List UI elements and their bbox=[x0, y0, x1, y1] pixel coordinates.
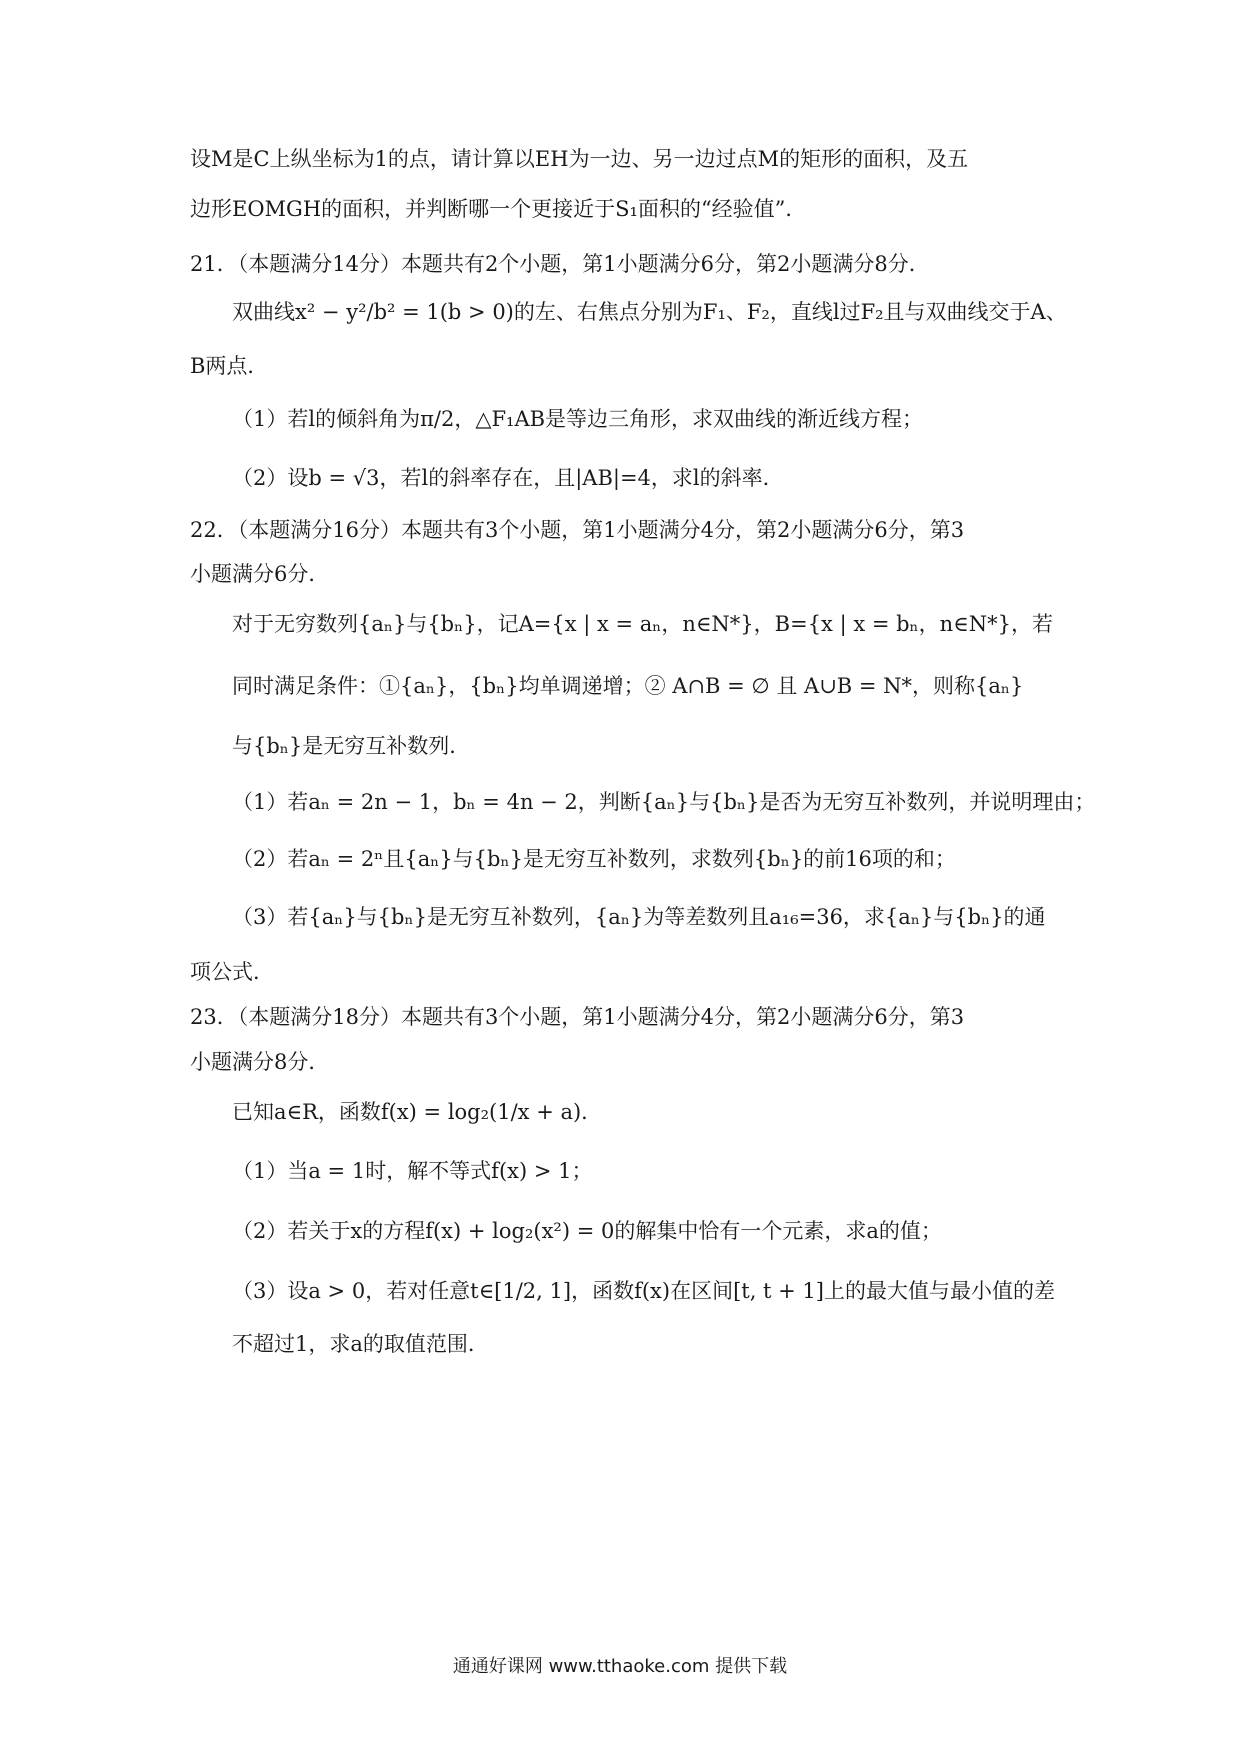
sub-question: （1）若aₙ = 2n − 1，bₙ = 4n − 2，判断{aₙ}与{bₙ}是否为无穷互补数列，并说明理由； bbox=[232, 790, 1096, 814]
text-line: 设M是C上纵坐标为1的点，请计算以EH为一边、另一边过点M的矩形的面积，及五 bbox=[190, 147, 969, 171]
text-line: 已知a∈R，函数f(x) = log₂(1/x + a)． bbox=[232, 1100, 603, 1124]
text-line: 项公式． bbox=[190, 960, 274, 984]
question-22-header: 22．（本题满分16分）本题共有3个小题，第1小题满分4分，第2小题满分6分，第3 bbox=[190, 518, 965, 542]
sub-question: （2）设b = √3，若l的斜率存在，且|AB|=4，求l的斜率． bbox=[232, 466, 784, 490]
text-line: 与{bₙ}是无穷互补数列． bbox=[232, 734, 471, 758]
sub-question: （3）设a > 0，若对任意t∈[1/2, 1]，函数f(x)在区间[t, t + 1]上的最大值与最小值的差 bbox=[232, 1279, 1055, 1303]
text-line: B两点． bbox=[190, 354, 269, 378]
text-line: 双曲线x² − y²/b² = 1(b > 0)的左、右焦点分别为F₁、F₂，直线l过F₂且与双曲线交于A、 bbox=[232, 300, 1067, 324]
sub-question: （1）当a = 1时，解不等式f(x) > 1； bbox=[232, 1159, 593, 1183]
sub-question: （2）若aₙ = 2ⁿ且{aₙ}与{bₙ}是无穷互补数列，求数列{bₙ}的前16项的和； bbox=[232, 847, 956, 871]
sub-question: （1）若l的倾斜角为π/2，△F₁AB是等边三角形，求双曲线的渐近线方程； bbox=[232, 407, 924, 431]
question-21-header: 21．（本题满分14分）本题共有2个小题，第1小题满分6分，第2小题满分8分． bbox=[190, 252, 930, 276]
sub-question: （2）若关于x的方程f(x) + log₂(x²) = 0的解集中恰有一个元素，求a的值； bbox=[232, 1219, 942, 1243]
text-line: 小题满分6分． bbox=[190, 562, 330, 586]
sub-question: （3）若{aₙ}与{bₙ}是无穷互补数列，{aₙ}为等差数列且a₁₆=36，求{aₙ}与{bₙ}的通 bbox=[232, 905, 1046, 929]
text-line: 对于无穷数列{aₙ}与{bₙ}，记A={x | x = aₙ，n∈N*}，B={x | x = bₙ，n∈N*}，若 bbox=[232, 612, 1053, 636]
text-line: 小题满分8分． bbox=[190, 1050, 330, 1074]
text-line: 同时满足条件：①{aₙ}，{bₙ}均单调递增；② A∩B = ∅ 且 A∪B = N*，则称{aₙ} bbox=[232, 674, 1024, 698]
text-line: 边形EOMGH的面积，并判断哪一个更接近于S₁面积的“经验值”． bbox=[190, 197, 807, 221]
page-footer: 通通好课网 www.tthaoke.com 提供下载 bbox=[452, 1656, 788, 1677]
text-line: 不超过1，求a的取值范围． bbox=[232, 1332, 489, 1356]
question-23-header: 23．（本题满分18分）本题共有3个小题，第1小题满分4分，第2小题满分6分，第3 bbox=[190, 1005, 965, 1029]
